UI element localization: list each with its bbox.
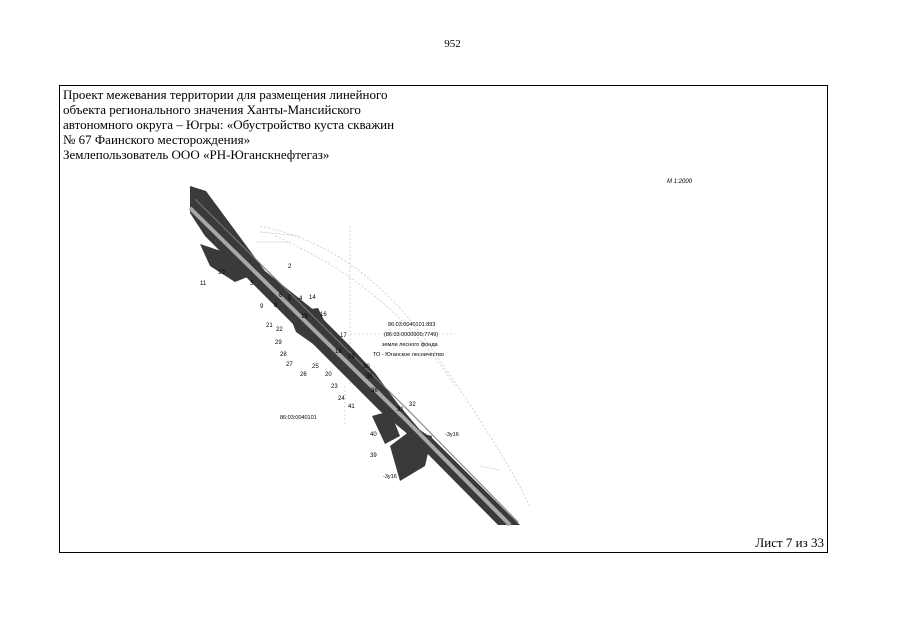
title-line-4: № 67 Фаинского месторождения»: [63, 132, 251, 147]
faint-annotations: [255, 232, 500, 470]
point-label: 36: [371, 388, 378, 394]
point-label: 22: [276, 327, 283, 333]
land-category: земли лесного фонда: [382, 342, 438, 348]
cadastral-number-alt: (86:03:0000000:7749): [384, 332, 439, 338]
point-label: 26: [300, 372, 307, 378]
point-label: 9: [260, 304, 264, 310]
point-label: 30: [363, 364, 370, 370]
point-label: 31: [397, 407, 404, 413]
point-label: 21: [266, 323, 273, 329]
sq-label-a: -3у16: [445, 432, 459, 438]
forestry-label: ТО - Юганское лесничество: [373, 352, 444, 358]
map-drawing: [60, 86, 827, 552]
block-number: 86:03:0040101: [280, 415, 317, 421]
point-label: 14: [309, 295, 316, 301]
sq-label-b: -3у16: [383, 474, 397, 480]
point-label: 2: [288, 264, 292, 270]
point-label: 11: [200, 281, 207, 287]
point-label: 4: [299, 296, 303, 302]
title-line-3: автономного округа – Югры: «Обустройство куста скважин: [63, 117, 395, 132]
cadastral-number: 86:03:0040101:893: [388, 322, 436, 328]
point-label: 28: [280, 352, 287, 358]
title-line-1: Проект межевания территории для размещения линейного: [63, 87, 388, 102]
scale-label: М 1:2000: [667, 179, 693, 185]
point-label: 15: [301, 314, 308, 320]
point-label: 17: [340, 333, 347, 339]
point-label: 24: [338, 396, 345, 402]
point-label: 10: [218, 270, 225, 276]
point-label: 40: [370, 432, 377, 438]
point-label: 5: [288, 296, 292, 302]
point-label: 25: [312, 364, 319, 370]
page-number: 952: [444, 38, 461, 50]
point-label: 3: [250, 281, 254, 287]
title-line-5: Землепользователь ООО «РН-Юганскнефтегаз»: [63, 147, 330, 162]
point-label: 6: [279, 293, 283, 299]
sheet-number: Лист 7 из 33: [755, 535, 824, 550]
point-label: 18: [335, 349, 342, 355]
point-label: 29: [275, 340, 282, 346]
point-label: 27: [286, 362, 293, 368]
drawing-frame: [59, 85, 828, 553]
point-label: 41: [348, 404, 355, 410]
point-label: 19: [348, 354, 355, 360]
point-label: 35: [366, 374, 373, 380]
point-label: 16: [320, 312, 327, 318]
point-label: 39: [370, 453, 377, 459]
survey-lines: [260, 226, 530, 506]
point-label: 32: [409, 402, 416, 408]
point-label: 8: [274, 303, 278, 309]
point-label: 20: [325, 372, 332, 378]
title-line-2: объекта регионального значения Ханты-Мансийского: [63, 102, 361, 117]
point-label: 23: [331, 384, 338, 390]
